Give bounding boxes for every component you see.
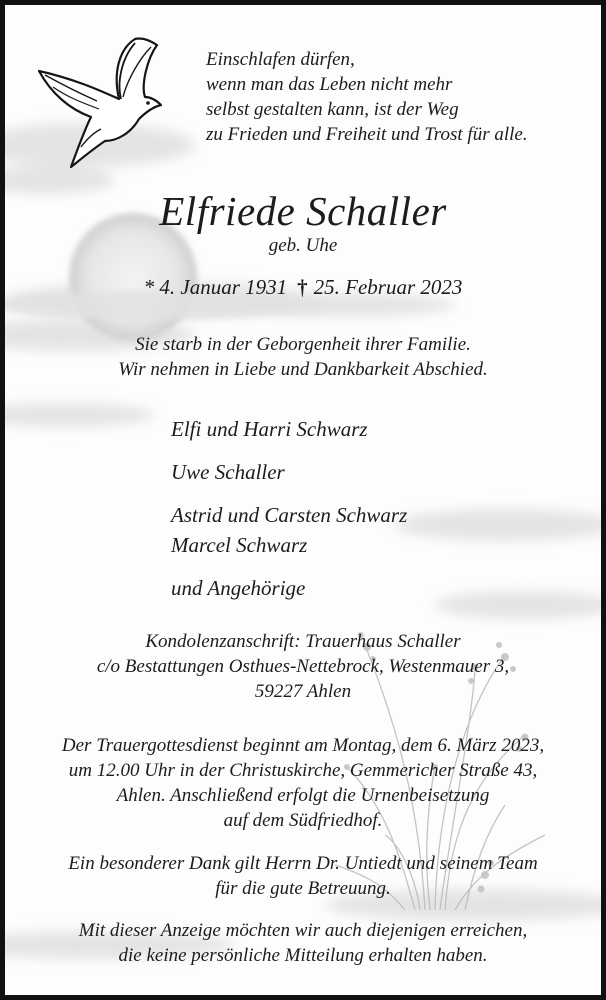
mourner-name: Uwe Schaller	[171, 460, 285, 484]
service-line: Ahlen. Anschließend erfolgt die Urnenbeisetzung	[116, 785, 490, 806]
thanks-line: Ein besonderer Dank gilt Herrn Dr. Untiedt und seinem Team	[68, 853, 538, 874]
mourner-name: Astrid und Carsten Schwarz	[171, 503, 408, 527]
life-dates	[5, 275, 601, 300]
birth-date: * 4. Januar 1931	[143, 275, 288, 299]
mourner-name: Elfi und Harri Schwarz	[171, 417, 368, 441]
service-line: um 12.00 Uhr in der Christuskirche, Gemmericher Straße 43,	[68, 760, 538, 781]
notice-line: Mit dieser Anzeige möchten wir auch diejenigen erreichen,	[78, 920, 528, 941]
statement-line: Wir nehmen in Liebe und Dankbarkeit Abschied.	[118, 359, 488, 380]
poem	[206, 47, 528, 147]
thanks-note	[5, 851, 601, 901]
birth-name: geb. Uhe	[268, 235, 338, 256]
thanks-line: für die gute Betreuung.	[215, 878, 391, 899]
farewell-statement	[5, 332, 601, 382]
poem-line: selbst gestalten kann, ist der Weg	[206, 99, 459, 120]
condolence-line: c/o Bestattungen Osthues-Nettebrock, Westenmauer 3,	[96, 656, 510, 677]
condolence-line: 59227 Ahlen	[254, 681, 352, 702]
poem-line: zu Frieden und Freiheit und Trost für alle.	[206, 124, 528, 145]
poem-line: Einschlafen dürfen,	[206, 49, 355, 70]
funeral-service-info	[5, 733, 601, 833]
cross-symbol: †	[297, 275, 308, 299]
death-date: 25. Februar 2023	[313, 275, 463, 299]
condolence-address	[5, 629, 601, 704]
notice-line: die keine persönliche Mitteilung erhalten haben.	[118, 945, 488, 966]
statement-line: Sie starb in der Geborgenheit ihrer Familie.	[135, 334, 471, 355]
deceased-name: Elfriede Schaller	[159, 188, 447, 234]
poem-line: wenn man das Leben nicht mehr	[206, 74, 453, 95]
service-line: auf dem Südfriedhof.	[223, 810, 383, 831]
closing-notice	[5, 918, 601, 968]
service-line: Der Trauergottesdienst beginnt am Montag, dem 6. März 2023,	[61, 735, 545, 756]
mourner-name: und Angehörige	[171, 576, 306, 600]
mourner-name: Marcel Schwarz	[171, 533, 308, 557]
condolence-line: Kondolenzanschrift: Trauerhaus Schaller	[145, 631, 461, 652]
dove-icon	[35, 37, 167, 171]
